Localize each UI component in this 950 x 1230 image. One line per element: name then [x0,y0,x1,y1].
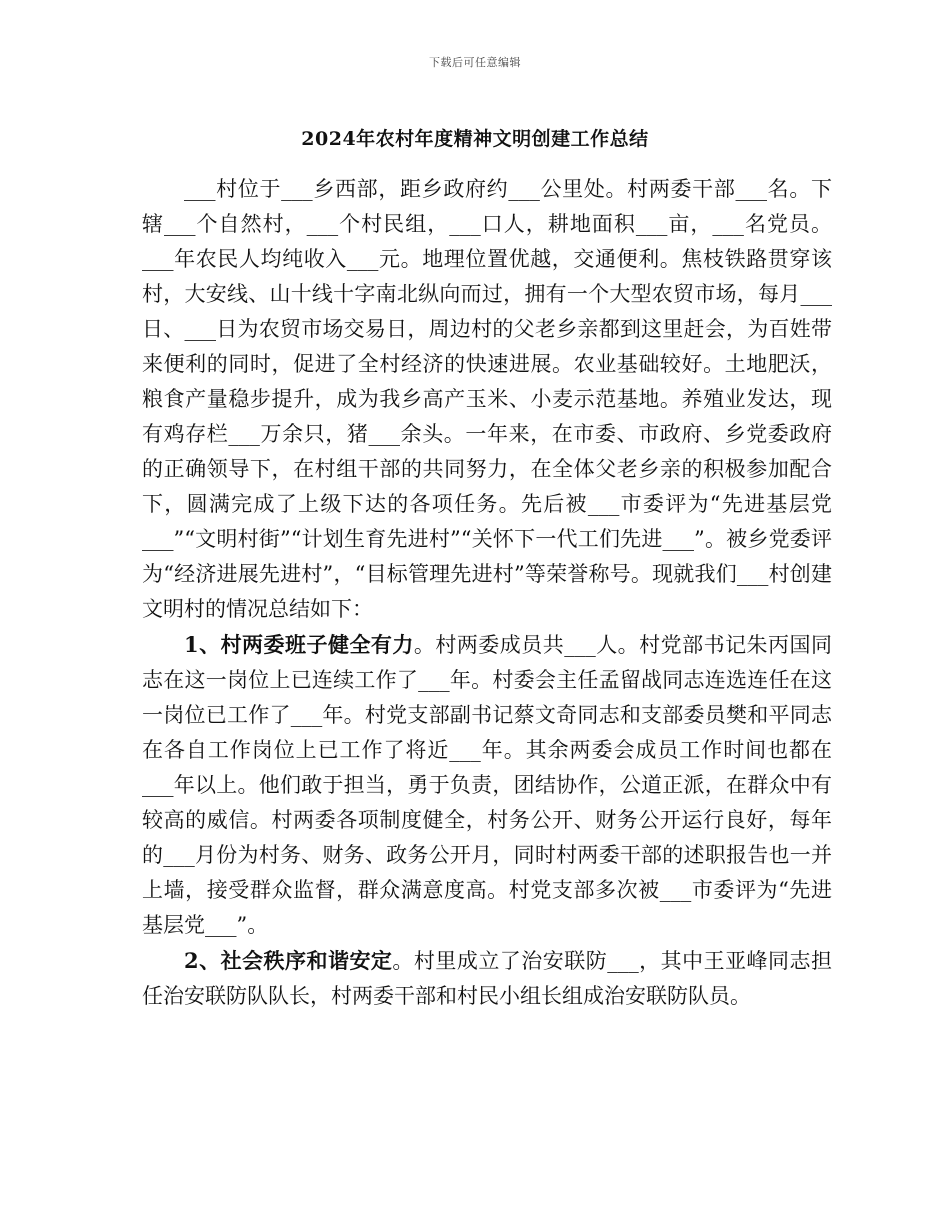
section-1-paragraph [142,627,832,943]
section-2-body: 。村里成立了治安联防___，其中王亚峰同志担任治安联防队队长，村两委干部和村民小组长组成治安联防队员。 [142,949,832,1008]
header-note: 下载后可任意编辑 [429,56,521,69]
intro-paragraph: ___村位于___乡西部，距乡政府约___公里处。村两委干部___名。下辖___个自然村，___个村民组，___口人，耕地面积___亩，___名党员。___年农民人均纯收入___元。地理位置优越，交通便利。焦枝铁路贯穿该村，大安线、山十线十字南北纵向而过，拥有一个大型农贸市场，每月___日、___日为农贸市场交易日，周边村的父老乡亲都到这里赶会，为百姓带来便利的同时，促进了全村经济的快速进展。农业基础较好。土地肥沃，粮食产量稳步提升，成为我乡高产玉米、小麦示范基地。养殖业发达，现有鸡存栏___万余只，猪___余头。一年来，在市委、市政府、乡党委政府的正确领导下，在村组干部的共同努力，在全体父老乡亲的积极参加配合下，圆满完成了上级下达的各项任务。先后被___市委评为“先进基层党___”“文明村街”“计划生育先进村”“关怀下一代工们先进___”。被乡党委评为“经济进展先进村”，“目标管理先进村”等荣誉称号。现就我们___村创建文明村的情况总结如下： [142,177,832,621]
section-2-heading: 2、社会秩序和谐安定 [184,948,393,973]
section-2-paragraph [142,943,832,1014]
section-1-body: 。村两委成员共___人。村党部书记朱丙国同志在这一岗位上已连续工作了___年。村委会主任孟留战同志连选连任在这一岗位已工作了___年。村党支部副书记蔡文奇同志和支部委员樊和平同志在各自工作岗位上已工作了将近___年。其余两委会成员工作时间也都在___年以上。他们敢于担当，勇于负责，团结协作，公道正派，在群众中有较高的威信。村两委各项制度健全，村务公开、财务公开运行良好，每年的___月份为村务、财务、政务公开月，同时村两委干部的述职报告也一并上墙，接受群众监督，群众满意度高。村党支部多次被___市委评为“先进基层党___”。 [142,633,832,937]
section-1-heading: 1、村两委班子健全有力 [184,632,414,657]
document-title: 2024年农村年度精神文明创建工作总结 [301,128,649,150]
document-body [142,172,832,1014]
